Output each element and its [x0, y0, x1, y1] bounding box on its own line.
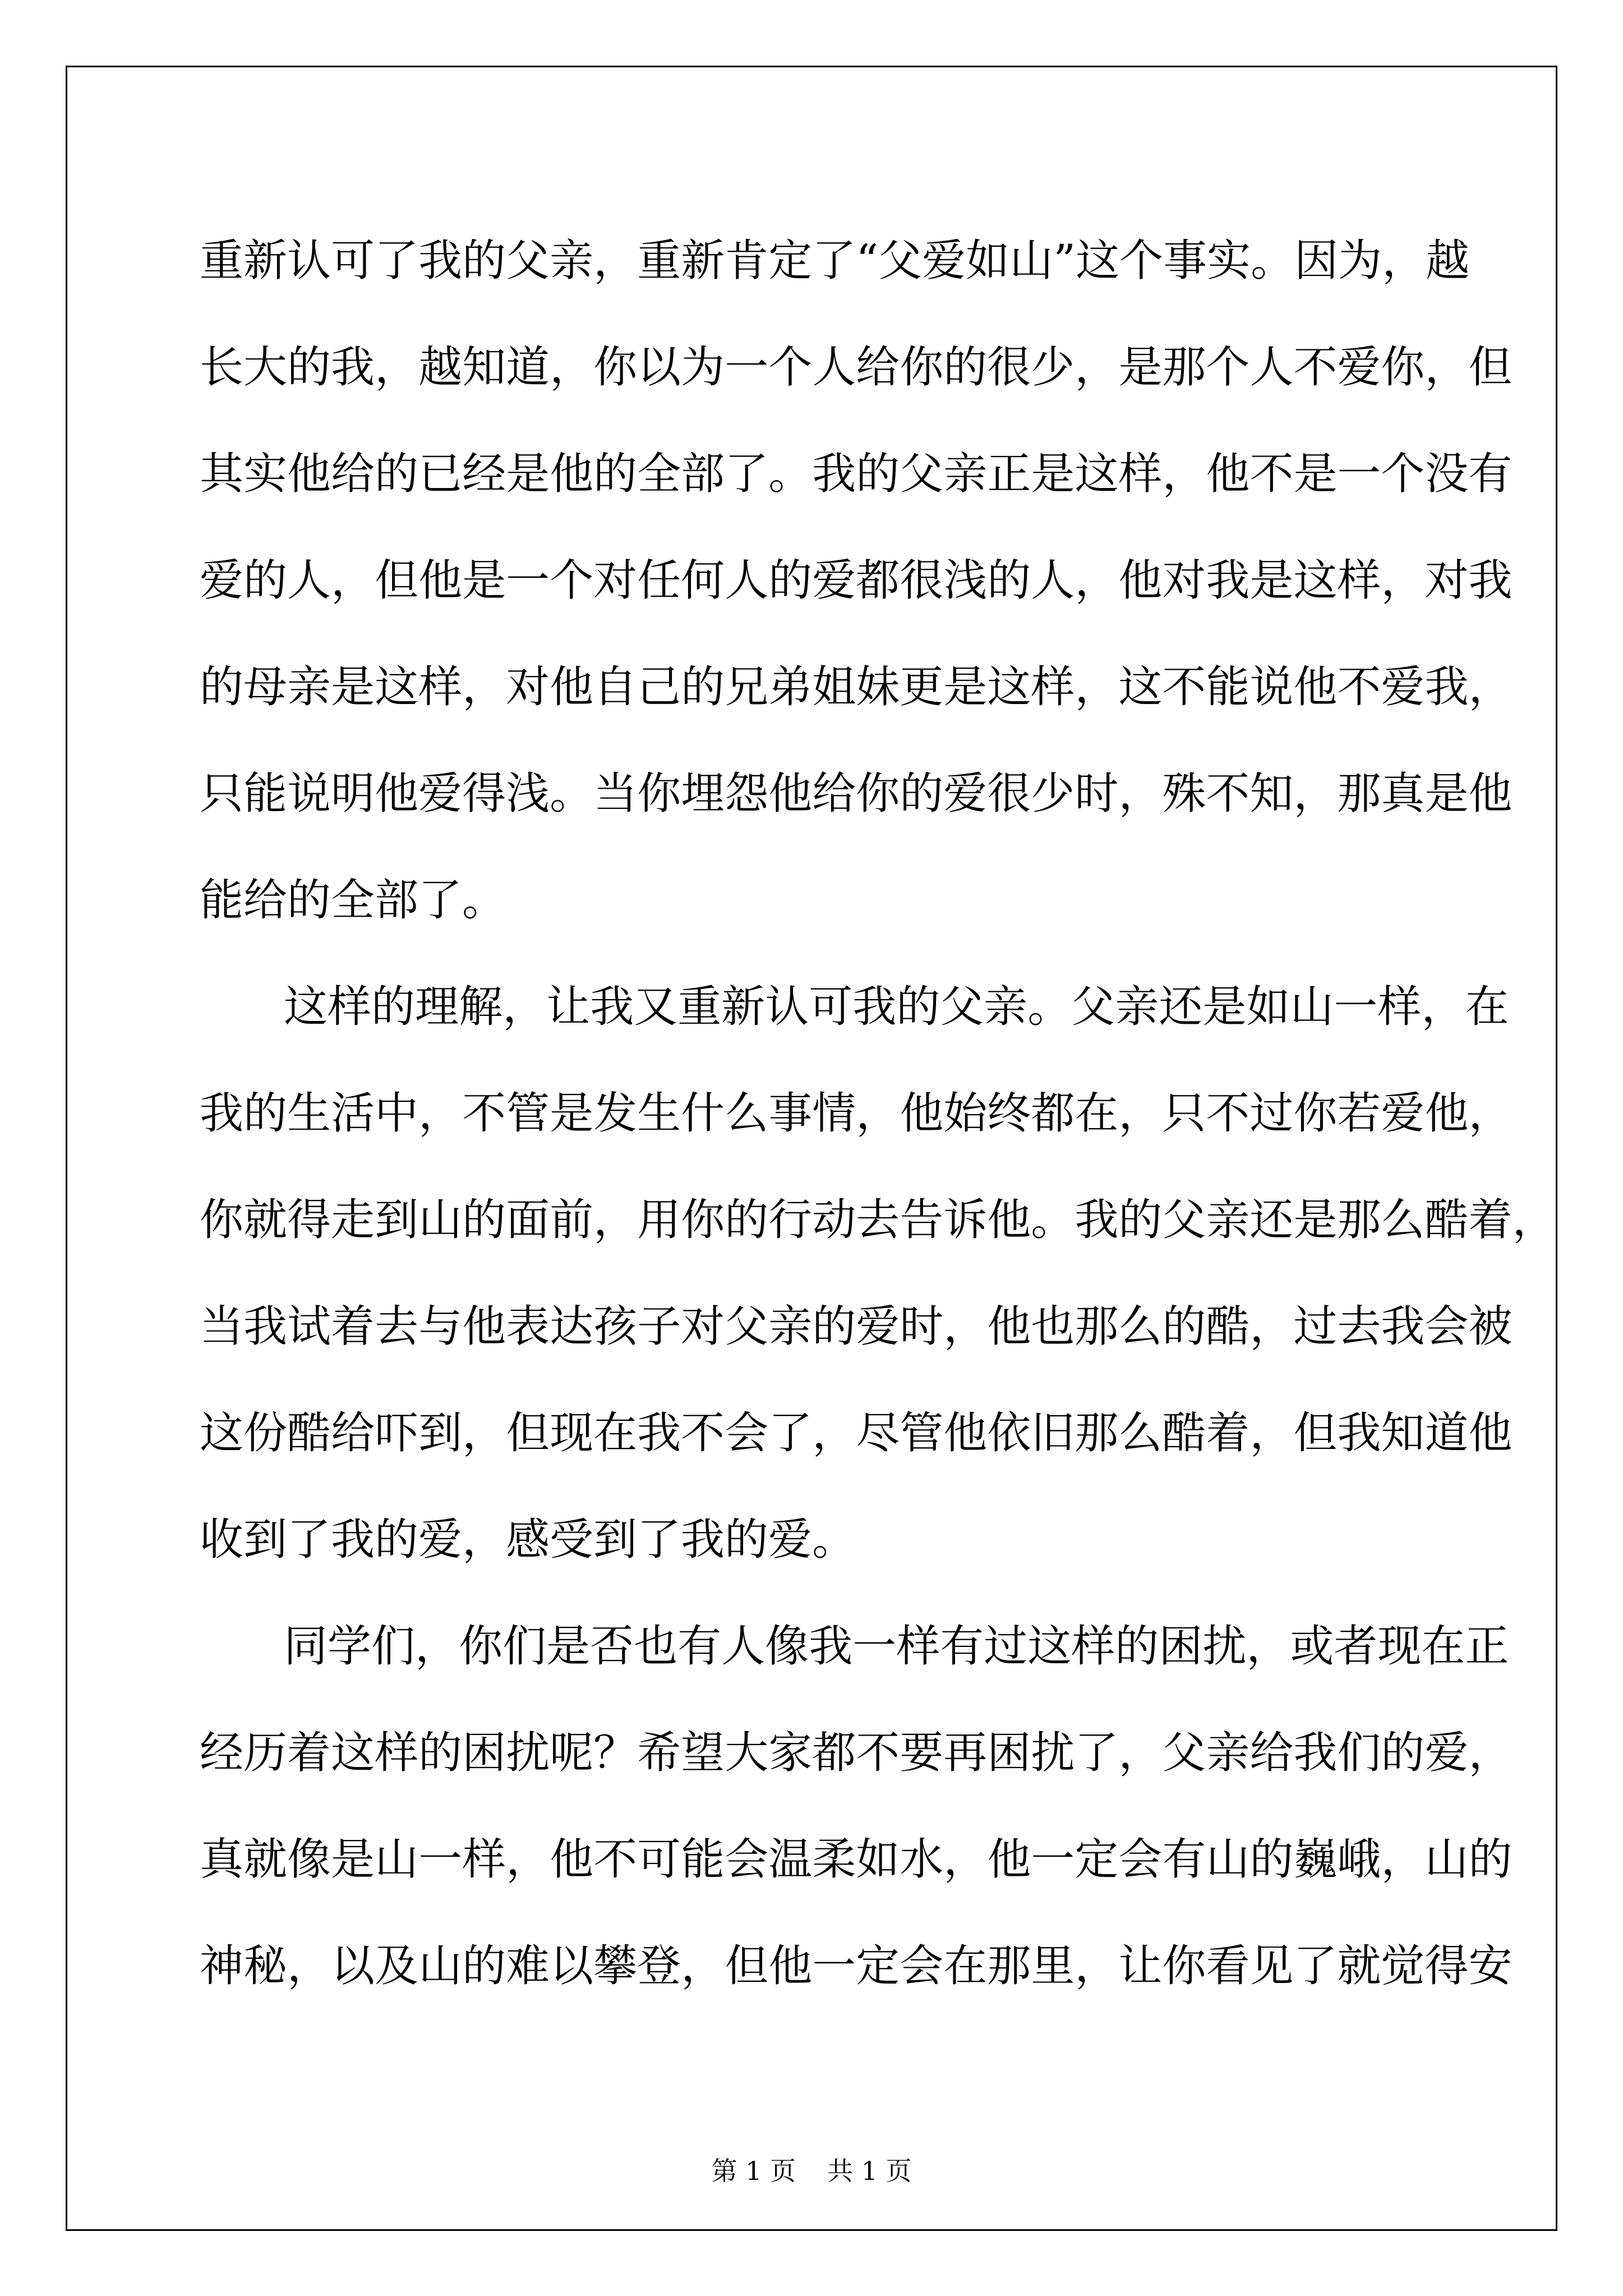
text-line: 只 能 说 明 他 爱 得 浅 。 当 你 埋 怨 他 给 你 的 爱 很 少 时 ， 殊 不 知 ， 那 真 是 他	[200, 769, 1513, 819]
document-body	[200, 208, 1556, 2019]
text-line: 重 新 认 可 了 我 的 父 亲 ， 重 新 肯 定 了 “ 父 爱 如 山 ” 这 个 事 实 。 因 为 ， 越	[200, 236, 1470, 286]
text-line: 这 份 酷 给 吓 到 ， 但 现 在 我 不 会 了 ， 尽 管 他 依 旧 那 么 酷 着 ， 但 我 知 道 他	[200, 1408, 1513, 1458]
text-line: 经 历 着 这 样 的 困 扰 呢 ？ 希 望 大 家 都 不 要 再 困 扰 了 ， 父 亲 给 我 们 的 爱 ，	[200, 1728, 1513, 1778]
text-line: 收到了我的爱，感受到了我的爱。	[200, 1515, 856, 1565]
text-line: 能给的全部了。	[200, 875, 506, 926]
text-line: 你 就 得 走 到 山 的 面 前 ， 用 你 的 行 动 去 告 诉 他 。 我 的 父 亲 还 是 那 么 酷 着 ，	[200, 1195, 1556, 1245]
text-line: 我 的 生 活 中 ， 不 管 是 发 生 什 么 事 情 ， 他 始 终 都 在 ， 只 不 过 你 若 爱 他 ，	[200, 1088, 1513, 1139]
page-total: 共 1 页	[827, 2156, 912, 2186]
text-line: 爱 的 人 ， 但 他 是 一 个 对 任 何 人 的 爱 都 很 浅 的 人 ， 他 对 我 是 这 样 ， 对 我	[200, 555, 1513, 606]
text-line: 这 样 的 理 解 ， 让 我 又 重 新 认 可 我 的 父 亲 。 父 亲 还 是 如 山 一 样 ， 在	[284, 982, 1509, 1032]
text-line: 当 我 试 着 去 与 他 表 达 孩 子 对 父 亲 的 爱 时 ， 他 也 那 么 的 酷 ， 过 去 我 会 被	[200, 1301, 1513, 1352]
text-line: 长 大 的 我 ， 越 知 道 ， 你 以 为 一 个 人 给 你 的 很 少 ， 是 那 个 人 不 爱 你 ， 但	[200, 342, 1513, 393]
text-line: 真 就 像 是 山 一 样 ， 他 不 可 能 会 温 柔 如 水 ， 他 一 定 会 有 山 的 巍 峨 ， 山 的	[200, 1834, 1513, 1885]
text-line: 同 学 们 ， 你 们 是 否 也 有 人 像 我 一 样 有 过 这 样 的 困 扰 ， 或 者 现 在 正	[284, 1621, 1509, 1672]
page-footer	[0, 2154, 1623, 2188]
text-line: 其 实 他 给 的 已 经 是 他 的 全 部 了 。 我 的 父 亲 正 是 这 样 ， 他 不 是 一 个 没 有	[200, 449, 1513, 499]
text-line: 的 母 亲 是 这 样 ， 对 他 自 己 的 兄 弟 姐 妹 更 是 这 样 ， 这 不 能 说 他 不 爱 我 ，	[200, 662, 1513, 712]
page-number: 第 1 页	[711, 2156, 796, 2186]
text-line: 神 秘 ， 以 及 山 的 难 以 攀 登 ， 但 他 一 定 会 在 那 里 ， 让 你 看 见 了 就 觉 得 安	[200, 1941, 1513, 1991]
